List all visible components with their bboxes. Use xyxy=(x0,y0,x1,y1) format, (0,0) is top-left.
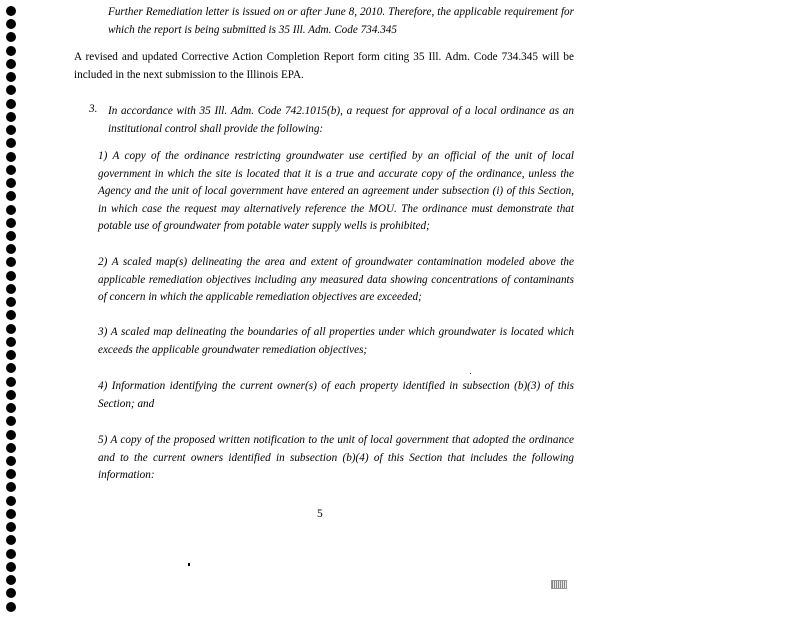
binder-hole-icon xyxy=(6,271,16,281)
binder-hole-icon xyxy=(6,257,16,267)
scan-stamp-icon xyxy=(551,580,567,589)
binder-hole-icon xyxy=(6,112,16,122)
binder-hole-icon xyxy=(6,522,16,532)
continuation-paragraph: Further Remediation letter is issued on or after June 8, 2010. Therefore, the applicable requirement for which the report is being submitted is 35 Ill. Adm. Code 734.345 xyxy=(108,6,574,36)
binder-hole-icon xyxy=(6,19,16,29)
binder-hole-icon xyxy=(6,337,16,347)
binder-hole-icon xyxy=(6,99,16,109)
binder-hole-icon xyxy=(6,377,16,387)
binder-holes xyxy=(6,6,16,612)
subitem-4: 4) Information identifying the current owner(s) of each property identified in subsection (b)(3) of this Section; and xyxy=(98,380,574,410)
list-item-number: 3. xyxy=(89,103,98,115)
binder-hole-icon xyxy=(6,482,16,492)
page-number: 5 xyxy=(317,508,323,520)
binder-hole-icon xyxy=(6,390,16,400)
binder-hole-icon xyxy=(6,231,16,241)
binder-hole-icon xyxy=(6,244,16,254)
binder-hole-icon xyxy=(6,284,16,294)
binder-hole-icon xyxy=(6,152,16,162)
binder-hole-icon xyxy=(6,125,16,135)
binder-hole-icon xyxy=(6,32,16,42)
binder-hole-icon xyxy=(6,575,16,585)
binder-hole-icon xyxy=(6,85,16,95)
binder-hole-icon xyxy=(6,443,16,453)
binder-hole-icon xyxy=(6,416,16,426)
revised-report-paragraph: A revised and updated Corrective Action Completion Report form citing 35 Ill. Adm. Code 734.345 will be included in the next submission to the Illinois EPA. xyxy=(74,51,574,81)
binder-hole-icon xyxy=(6,191,16,201)
binder-hole-icon xyxy=(6,509,16,519)
binder-hole-icon xyxy=(6,297,16,307)
list-item-3-text: In accordance with 35 Ill. Adm. Code 742.1015(b), a request for approval of a local ordinance as an institutional control shall provide the following: xyxy=(108,105,574,135)
subitem-2: 2) A scaled map(s) delineating the area and extent of groundwater contamination modeled above the applicable remediation objectives including any measured data showing concentrations of contaminants of concern in which the applicable remediation objectives are exceeded; xyxy=(98,256,574,303)
binder-hole-icon xyxy=(6,588,16,598)
binder-hole-icon xyxy=(6,46,16,56)
scan-speck xyxy=(188,563,190,566)
subitem-1: 1) A copy of the ordinance restricting groundwater use certified by an official of the unit of local government in which the site is located that it is a true and accurate copy of the ordinance, unless the Agency and the unit of local government have entered an agreement under subsection (i) of this Section, in which case the request may alternatively reference the MOU. The ordinance must demonstrate that potable use of groundwater from potable water supply wells is prohibited; xyxy=(98,150,574,232)
binder-hole-icon xyxy=(6,138,16,148)
subitem-5: 5) A copy of the proposed written notification to the unit of local government that adopted the ordinance and to the current owners identified in subsection (b)(4) of this Section that includes the following information: xyxy=(98,434,574,481)
binder-hole-icon xyxy=(6,363,16,373)
binder-hole-icon xyxy=(6,549,16,559)
binder-hole-icon xyxy=(6,469,16,479)
binder-hole-icon xyxy=(6,218,16,228)
scan-speck xyxy=(470,373,471,374)
binder-hole-icon xyxy=(6,535,16,545)
binder-hole-icon xyxy=(6,403,16,413)
binder-hole-icon xyxy=(6,496,16,506)
binder-hole-icon xyxy=(6,430,16,440)
binder-hole-icon xyxy=(6,456,16,466)
binder-hole-icon xyxy=(6,72,16,82)
binder-hole-icon xyxy=(6,602,16,612)
subitem-3: 3) A scaled map delineating the boundaries of all properties under which groundwater is located which exceeds the applicable groundwater remediation objectives; xyxy=(98,326,574,356)
binder-hole-icon xyxy=(6,59,16,69)
binder-hole-icon xyxy=(6,562,16,572)
binder-hole-icon xyxy=(6,205,16,215)
binder-hole-icon xyxy=(6,350,16,360)
binder-hole-icon xyxy=(6,165,16,175)
binder-hole-icon xyxy=(6,324,16,334)
binder-hole-icon xyxy=(6,6,16,16)
binder-hole-icon xyxy=(6,310,16,320)
binder-hole-icon xyxy=(6,178,16,188)
